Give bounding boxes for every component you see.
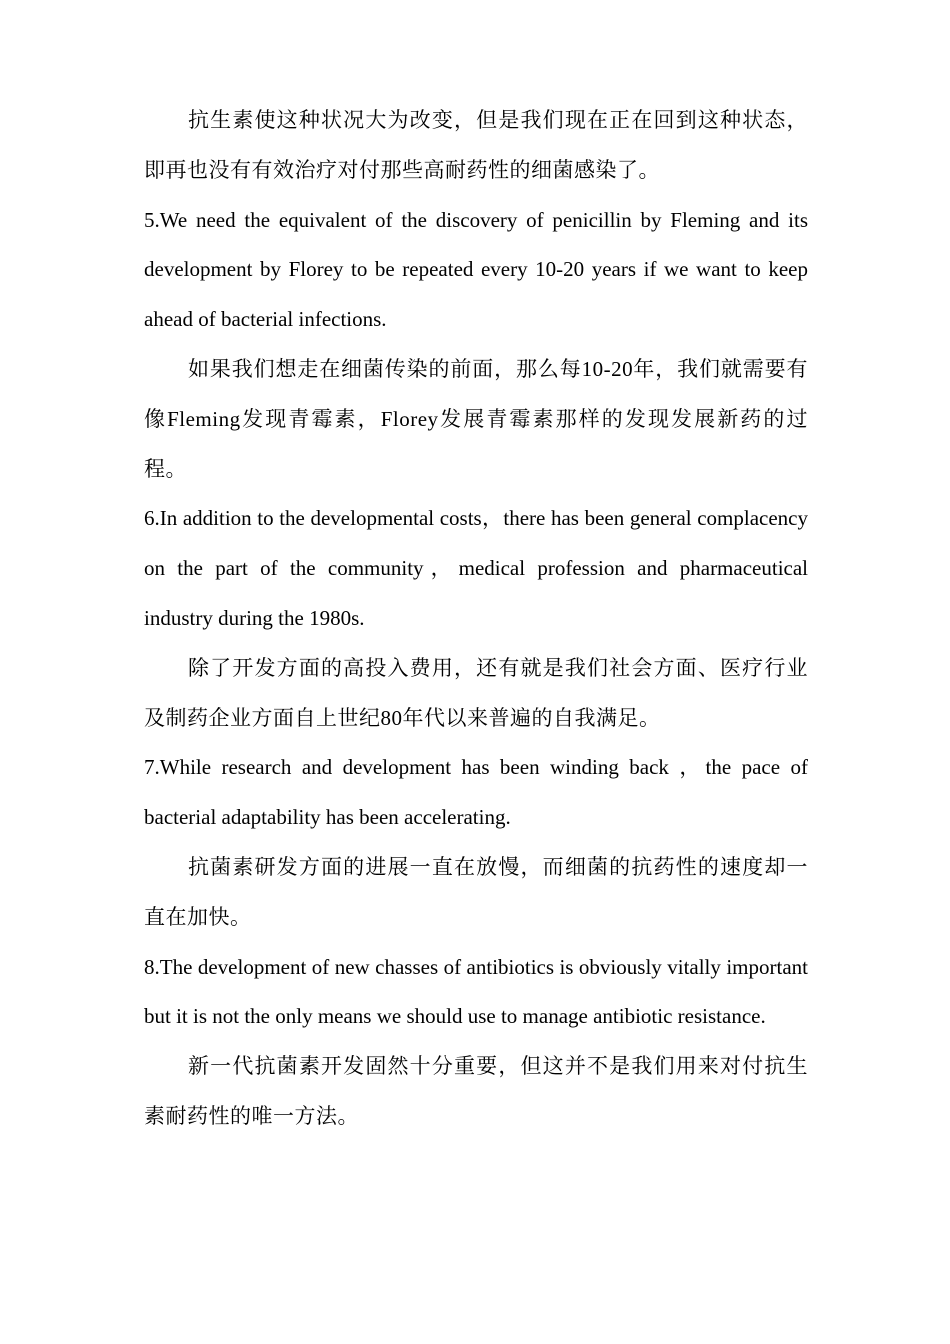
paragraph-5-zh: 如果我们想走在细菌传染的前面，那么每10-20年，我们就需要有像Fleming发现青霉素，Florey发展青霉素那样的发现发展新药的过程。 [144, 356, 808, 481]
paragraph-8-en: 8.The development of new chasses of antibiotics is obviously vitally important but it is not the only means we should use to manage antibiotic resistance. [144, 954, 808, 1029]
paragraph-7-zh: 抗菌素研发方面的进展一直在放慢，而细菌的抗药性的速度却一直在加快。 [144, 854, 808, 929]
paragraph-6-zh: 除了开发方面的高投入费用，还有就是我们社会方面、医疗行业及制药企业方面自上世纪80年代以来普遍的自我满足。 [144, 655, 808, 730]
paragraph-zh-antibiotics-return: 抗生素使这种状况大为改变，但是我们现在正在回到这种状态，即再也没有有效治疗对付那些高耐药性的细菌感染了。 [144, 108, 808, 182]
document-body [144, 96, 808, 1142]
paragraph-5-en: 5.We need the equivalent of the discovery of penicillin by Fleming and its development by Florey to be repeated every 10-20 years if we want to keep ahead of bacterial infections. [144, 207, 808, 332]
paragraph-8-zh: 新一代抗菌素开发固然十分重要，但这并不是我们用来对付抗生素耐药性的唯一方法。 [144, 1054, 808, 1128]
paragraph-6-en: 6.In addition to the developmental costs，there has been general complacency on the part of the community，medical profession and pharmaceutical industry during the 1980s. [144, 506, 808, 630]
paragraph-7-en: 7.While research and development has been winding back ，the pace of bacterial adaptability has been accelerating. [144, 755, 808, 830]
